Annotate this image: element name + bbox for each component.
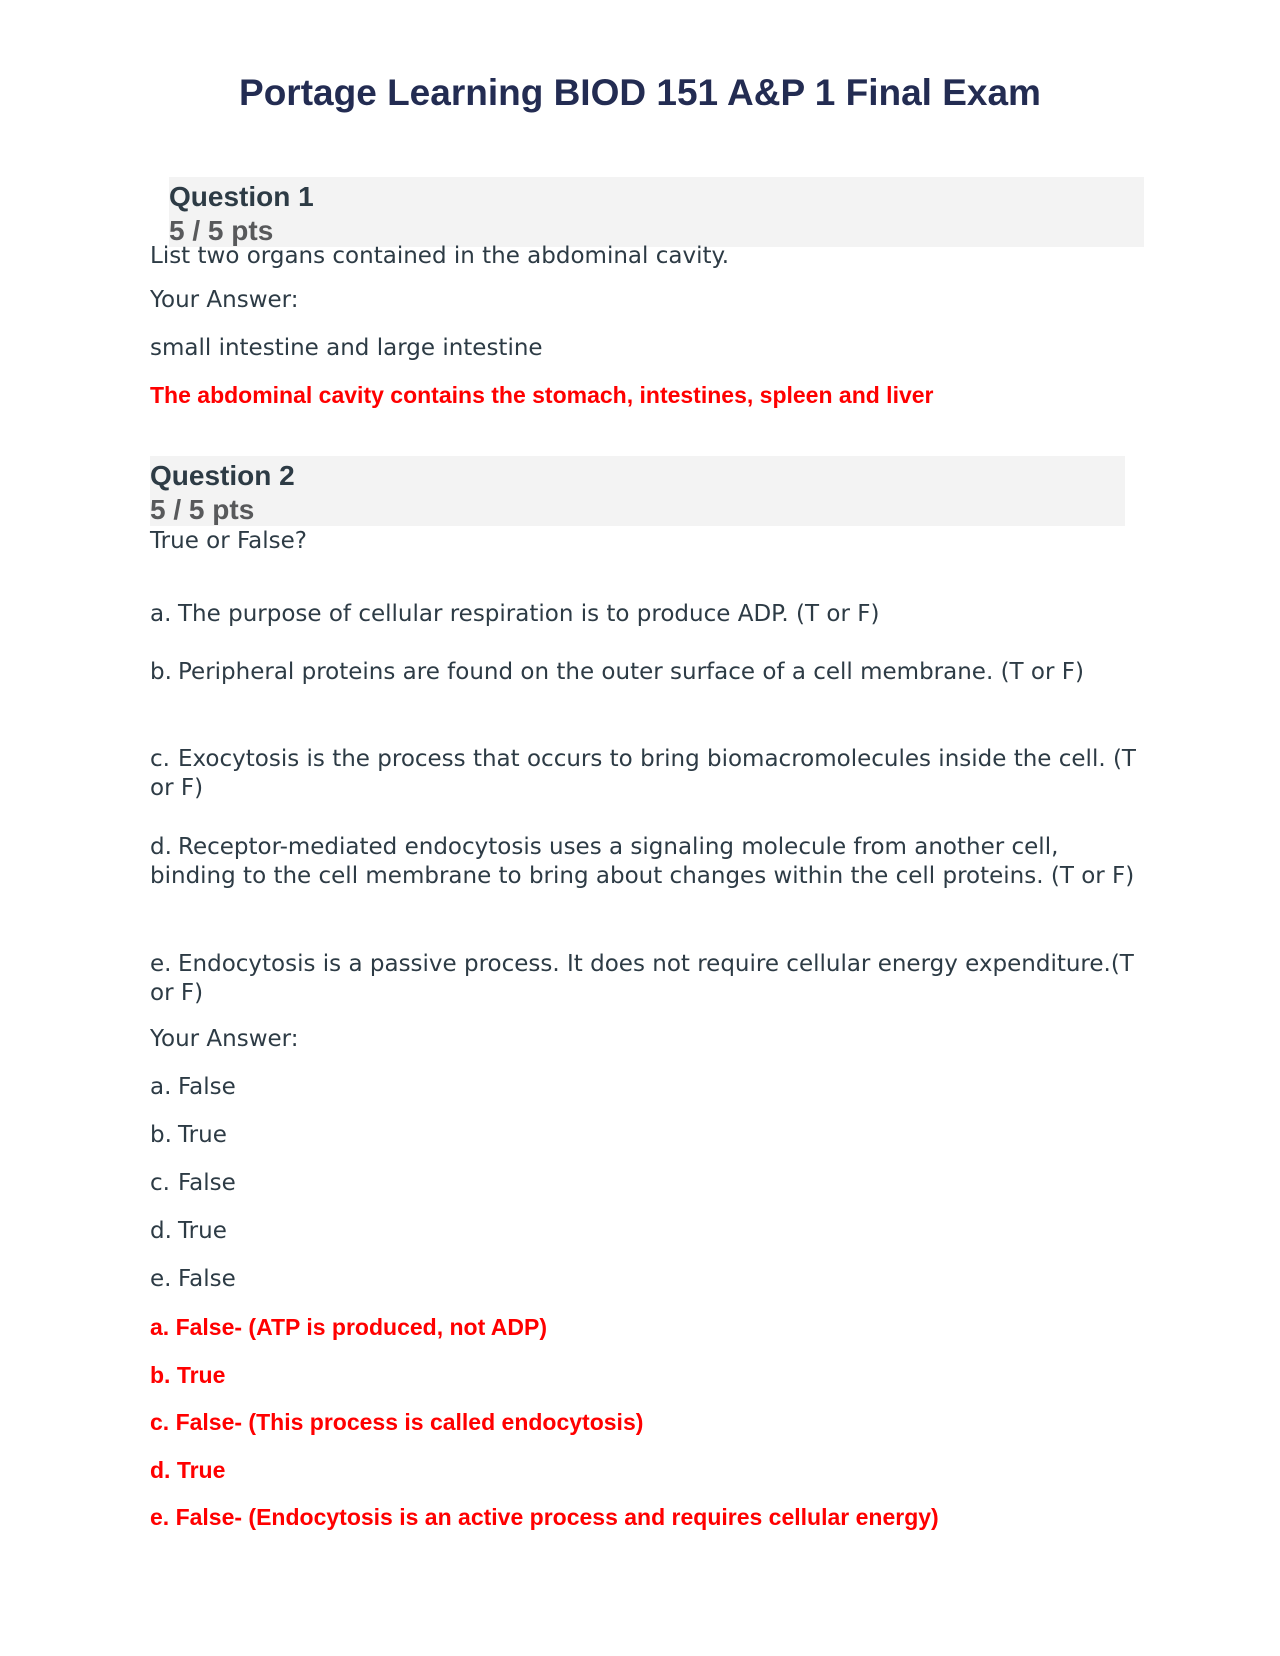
answer-text: False [178,1266,236,1292]
answer-text: True [178,1122,227,1148]
question-2-prompt: True or False? [150,528,307,554]
statement-d [150,833,1140,891]
statement-e [150,950,1140,1008]
question-1-answer-label: Your Answer: [150,287,299,313]
answer-text: True [178,1218,227,1244]
answer-d [150,1217,1140,1246]
answer-label: a. [150,1074,172,1100]
statement-text: Peripheral proteins are found on the outer surface of a cell membrane. (T or F) [178,659,1084,685]
feedback-b: b. True [150,1362,226,1388]
document-title: Portage Learning BIOD 151 A&P 1 Final Exam [239,72,1041,113]
feedback-c: c. False- (This process is called endocytosis) [150,1409,644,1435]
statement-text: Exocytosis is the process that occurs to bring biomacromolecules inside the cell. (T or F) [150,746,1136,801]
answer-label: e. [150,1266,172,1292]
question-1-header [169,177,1144,247]
feedback-a: a. False- (ATP is produced, not ADP) [150,1314,548,1340]
answer-a [150,1073,1140,1102]
feedback-d: d. True [150,1457,226,1483]
statement-b [150,658,1140,687]
question-1-feedback: The abdominal cavity contains the stomach, intestines, spleen and liver [150,382,934,408]
statement-label: e. [150,951,172,977]
statement-label: c. [150,746,170,772]
answer-c [150,1169,1140,1198]
answer-label: d. [150,1218,172,1244]
statement-c [150,745,1140,803]
question-1-title: Question 1 [169,181,314,212]
statement-label: b. [150,659,172,685]
question-2-header [150,456,1125,526]
statement-label: d. [150,834,172,860]
question-2-points: 5 / 5 pts [150,494,255,525]
feedback-e: e. False- (Endocytosis is an active process and requires cellular energy) [150,1504,939,1530]
statement-label: a. [150,601,172,627]
question-2-answer-label: Your Answer: [150,1026,299,1052]
statement-a [150,600,1140,629]
statement-text: Receptor-mediated endocytosis uses a signaling molecule from another cell, binding to the cell membrane to bring about changes within the cell proteins. (T or F) [150,834,1135,889]
question-1-answer: small intestine and large intestine [150,335,543,361]
answer-label: b. [150,1122,172,1148]
statement-text: Endocytosis is a passive process. It does not require cellular energy expenditure.(T or F) [150,951,1134,1006]
question-2-title: Question 2 [150,460,295,491]
answer-text: False [178,1074,236,1100]
question-1-prompt: List two organs contained in the abdominal cavity. [150,243,730,269]
answer-b [150,1121,1140,1150]
answer-text: False [178,1170,236,1196]
question-1-points: 5 / 5 pts [169,215,274,246]
statement-text: The purpose of cellular respiration is to produce ADP. (T or F) [178,601,880,627]
answer-e [150,1265,1140,1294]
answer-label: c. [150,1170,170,1196]
